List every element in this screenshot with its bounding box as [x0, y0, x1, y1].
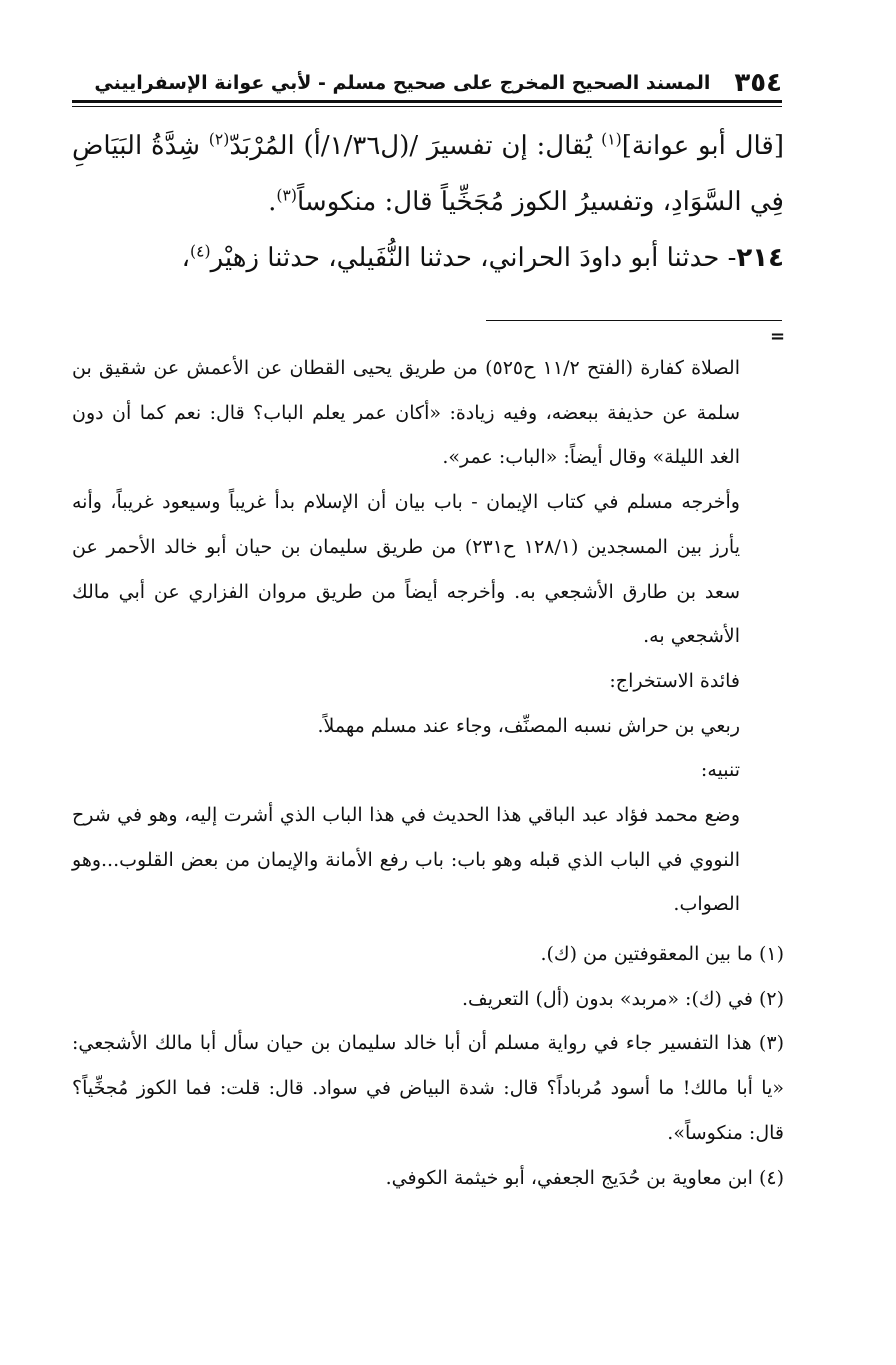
- main-paragraph-2: [72, 230, 784, 286]
- footnotes: [72, 932, 784, 1200]
- main-paragraph-1: [72, 118, 784, 230]
- header-rule: [72, 100, 782, 103]
- footnote-paragraph: وضع محمد فؤاد عبد الباقي هذا الحديث في هذا الباب الذي أشرت إليه، وهو في شرح النووي في الباب الذي قبله وهو باب: باب رفع الأمانة والإيمان من بعض القلوب...وهو الصواب.: [72, 804, 740, 916]
- footnote-heading: تنبيه:: [700, 759, 740, 782]
- main-text-segment: ،: [181, 243, 190, 273]
- continuation-mark: =: [770, 326, 786, 347]
- footnote-ref-1: (١): [601, 130, 622, 149]
- footnote-separator: [486, 320, 782, 321]
- footnote-ref-4: (٤): [189, 242, 211, 261]
- main-text: [72, 118, 784, 286]
- header-rule-thin: [72, 106, 782, 107]
- footnote-paragraph: وأخرجه مسلم في كتاب الإيمان - باب بيان أن الإسلام بدأ غريباً وسيعود غريباً، وأنه يأرز بين المسجدين (١٢٨/١ ح٢٣١) من طريق سليمان بن حيان أبو خالد الأحمر عن سعد بن طارق الأشجعي به. وأخرجه أيضاً من طريق مروان الفزاري عن أبي مالك الأشجعي به.: [72, 491, 740, 648]
- footnote-paragraph: ربعي بن حراش نسبه المصنِّف، وجاء عند مسلم مهملاً.: [317, 714, 740, 737]
- main-text-segment: شِدَّةُ البَيَاضِ فِي السَّوَادِ، وتفسيرُ الكوز مُجَخِّياً قال: منكوساً: [72, 131, 784, 217]
- footnote-ref-2: (٢): [208, 130, 230, 149]
- footnote-1: (١) ما بين المعقوفتين من (ك).: [540, 943, 784, 965]
- main-text-segment: [قال أبو عوانة]: [621, 131, 785, 161]
- running-title: المسند الصحيح المخرج على صحيح مسلم - لأبي عوانة الإسفراييني: [94, 72, 711, 94]
- main-text-segment: يُقال: إن تفسيرَ /(ل١/٣٦/أ) المُرْبَدّ: [229, 131, 602, 161]
- footnote-2: (٢) في (ك): «مربد» بدون (أل) التعريف.: [461, 987, 784, 1010]
- footnote-3: (٣) هذا التفسير جاء في رواية مسلم أن أبا خالد سليمان بن حيان سأل أبا مالك الأشجعي: «يا أبا مالك! ما أسود مُرباداً؟ قال: شدة البياض في سواد. قال: قلت: فما الكوز مُجخِّياً؟ قال: منكوساً».: [72, 1032, 784, 1144]
- main-text-segment: - حدثنا أبو داودَ الحراني، حدثنا النُّفَيلي، حدثنا زهيْر: [210, 243, 737, 273]
- hadith-number: ٢١٤: [736, 243, 784, 273]
- page-header: [72, 64, 782, 98]
- footnote-heading: فائدة الاستخراج:: [609, 669, 740, 692]
- page-number: ٣٥٤: [734, 68, 782, 98]
- footnote-paragraph: الصلاة كفارة (الفتح ١١/٢ ح٥٢٥) من طريق يحيى القطان عن الأعمش عن شقيق بن سلمة عن حذيفة ببعضه، وفيه زيادة: «أكان عمر يعلم الباب؟ قال: نعم كما أن دون الغد الليلة» وقال أيضاً: «الباب: عمر».: [72, 357, 740, 469]
- footnote-ref-3: (٣): [276, 186, 297, 205]
- footnote-4: (٤) ابن معاوية بن حُدَيج الجعفي، أبو خيثمة الكوفي.: [385, 1166, 784, 1189]
- continued-footnote: [72, 346, 740, 927]
- main-text-segment: .: [268, 187, 277, 217]
